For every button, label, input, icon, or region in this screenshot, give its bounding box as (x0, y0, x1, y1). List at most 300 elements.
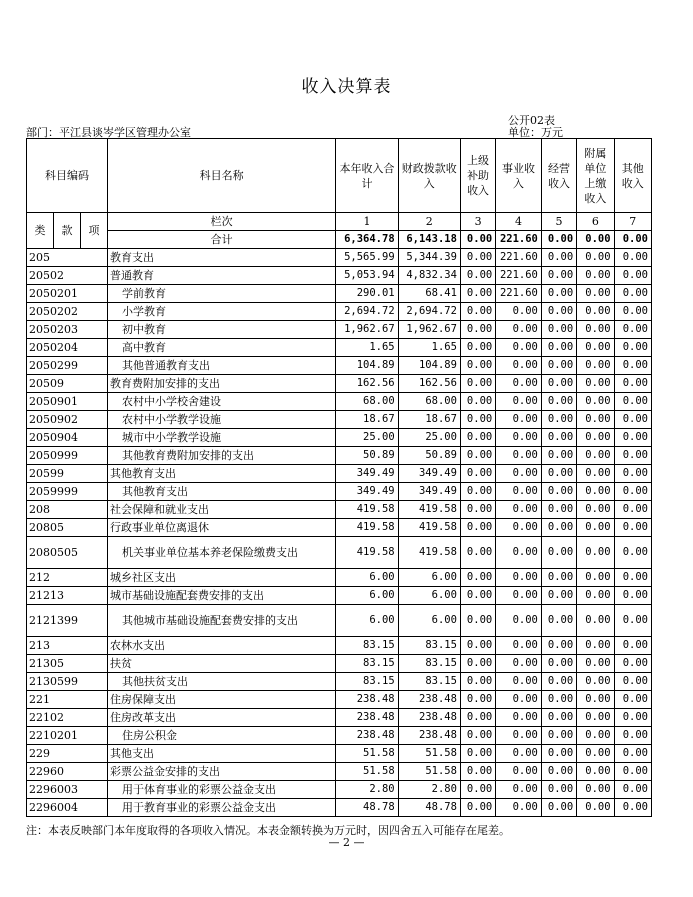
table-row (27, 799, 652, 817)
table-row (27, 465, 652, 483)
table-row (27, 637, 652, 655)
row-value: 0.00 (614, 303, 651, 321)
row-name: 城市基础设施配套费安排的支出 (107, 587, 335, 605)
row-code: 2050902 (27, 411, 108, 429)
footnote: 注：本表反映部门本年度取得的各项收入情况。本表金额转换为万元时，因四舍五入可能存在尾差。 (26, 824, 510, 837)
row-code: 2050999 (27, 447, 108, 465)
row-value: 2,694.72 (398, 303, 460, 321)
row-value: 0.00 (577, 727, 614, 745)
row-code: 208 (27, 501, 108, 519)
row-name: 社会保障和就业支出 (107, 501, 335, 519)
row-code: 2121399 (27, 605, 108, 637)
row-value: 0.00 (496, 763, 542, 781)
table-row (27, 691, 652, 709)
row-value: 48.78 (398, 799, 460, 817)
row-value: 1.65 (398, 339, 460, 357)
row-value: 0.00 (460, 799, 495, 817)
row-value: 0.00 (460, 781, 495, 799)
header-col7: 其他收入 (614, 139, 651, 213)
row-value: 51.58 (398, 745, 460, 763)
row-value: 0.00 (541, 501, 576, 519)
header-lei: 类 (27, 213, 54, 249)
row-value: 6.00 (336, 605, 398, 637)
table-row (27, 393, 652, 411)
row-value: 0.00 (577, 483, 614, 501)
table-row (27, 267, 652, 285)
row-value: 0.00 (614, 727, 651, 745)
row-value: 1.65 (336, 339, 398, 357)
row-value: 51.58 (336, 745, 398, 763)
row-value: 419.58 (336, 519, 398, 537)
row-value: 0.00 (541, 465, 576, 483)
row-value: 51.58 (398, 763, 460, 781)
row-value: 50.89 (398, 447, 460, 465)
row-value: 0.00 (460, 569, 495, 587)
row-value: 104.89 (336, 357, 398, 375)
table-row (27, 357, 652, 375)
row-value: 0.00 (577, 321, 614, 339)
row-value: 0.00 (496, 673, 542, 691)
row-code: 2050202 (27, 303, 108, 321)
row-value: 0.00 (460, 321, 495, 339)
header-col1: 本年收入合计 (336, 139, 398, 213)
row-value: 4,832.34 (398, 267, 460, 285)
row-code: 221 (27, 691, 108, 709)
row-value: 0.00 (496, 519, 542, 537)
row-value: 0.00 (614, 375, 651, 393)
row-code: 21213 (27, 587, 108, 605)
col-number: 6 (577, 213, 614, 231)
row-value: 0.00 (541, 605, 576, 637)
row-value: 0.00 (577, 411, 614, 429)
row-value: 221.60 (496, 249, 542, 267)
row-code: 2050203 (27, 321, 108, 339)
table-row (27, 781, 652, 799)
row-code: 20502 (27, 267, 108, 285)
row-value: 0.00 (614, 673, 651, 691)
row-value: 0.00 (460, 483, 495, 501)
row-value: 0.00 (541, 249, 576, 267)
table-row (27, 587, 652, 605)
row-value: 0.00 (541, 587, 576, 605)
row-code: 2050299 (27, 357, 108, 375)
row-name: 住房保障支出 (107, 691, 335, 709)
total-value: 6,143.18 (398, 231, 460, 249)
table-row (27, 483, 652, 501)
header-code: 科目编码 (27, 139, 108, 213)
row-value: 0.00 (460, 537, 495, 569)
row-value: 0.00 (460, 691, 495, 709)
row-value: 0.00 (496, 339, 542, 357)
row-value: 2.80 (398, 781, 460, 799)
row-value: 0.00 (460, 637, 495, 655)
row-value: 0.00 (577, 673, 614, 691)
row-value: 0.00 (541, 285, 576, 303)
row-value: 18.67 (398, 411, 460, 429)
row-value: 0.00 (541, 569, 576, 587)
row-value: 50.89 (336, 447, 398, 465)
row-value: 0.00 (496, 303, 542, 321)
row-value: 51.58 (336, 763, 398, 781)
row-name: 其他教育支出 (107, 465, 335, 483)
row-value: 0.00 (496, 799, 542, 817)
row-value: 0.00 (541, 519, 576, 537)
row-value: 0.00 (577, 763, 614, 781)
row-value: 0.00 (614, 691, 651, 709)
row-value: 0.00 (577, 447, 614, 465)
row-code: 229 (27, 745, 108, 763)
row-code: 22102 (27, 709, 108, 727)
header-name: 科目名称 (107, 139, 335, 213)
row-value: 0.00 (496, 483, 542, 501)
row-name: 扶贫 (107, 655, 335, 673)
row-value: 6.00 (336, 569, 398, 587)
row-value: 68.00 (398, 393, 460, 411)
row-value: 0.00 (460, 285, 495, 303)
row-value: 238.48 (336, 709, 398, 727)
row-value: 0.00 (577, 357, 614, 375)
row-value: 0.00 (577, 537, 614, 569)
row-code: 2210201 (27, 727, 108, 745)
header-lanci: 栏次 (107, 213, 335, 231)
page-title: 收入决算表 (301, 77, 392, 97)
row-value: 0.00 (460, 375, 495, 393)
row-value: 0.00 (496, 655, 542, 673)
table-row (27, 605, 652, 637)
row-value: 0.00 (577, 303, 614, 321)
row-value: 83.15 (336, 655, 398, 673)
row-value: 0.00 (541, 321, 576, 339)
row-value: 2.80 (336, 781, 398, 799)
row-value: 6.00 (398, 587, 460, 605)
row-name: 农村中小学校舍建设 (107, 393, 335, 411)
row-value: 419.58 (336, 537, 398, 569)
row-value: 6.00 (336, 587, 398, 605)
col-number: 1 (336, 213, 398, 231)
row-value: 83.15 (336, 637, 398, 655)
row-value: 290.01 (336, 285, 398, 303)
form-number: 公开02表 (508, 114, 555, 127)
row-value: 0.00 (460, 709, 495, 727)
row-value: 5,565.99 (336, 249, 398, 267)
row-value: 5,053.94 (336, 267, 398, 285)
row-name: 普通教育 (107, 267, 335, 285)
row-value: 0.00 (460, 605, 495, 637)
row-value: 6.00 (398, 569, 460, 587)
row-value: 0.00 (577, 781, 614, 799)
row-code: 2130599 (27, 673, 108, 691)
row-value: 238.48 (398, 727, 460, 745)
row-value: 419.58 (398, 537, 460, 569)
row-value: 68.00 (336, 393, 398, 411)
header-xiang: 项 (80, 213, 107, 249)
row-value: 221.60 (496, 267, 542, 285)
row-value: 0.00 (614, 745, 651, 763)
row-value: 0.00 (577, 691, 614, 709)
row-value: 0.00 (577, 655, 614, 673)
row-value: 0.00 (460, 339, 495, 357)
row-value: 0.00 (496, 357, 542, 375)
row-value: 0.00 (460, 745, 495, 763)
row-value: 0.00 (460, 519, 495, 537)
row-code: 2050901 (27, 393, 108, 411)
row-name: 城乡社区支出 (107, 569, 335, 587)
page-number: — 2 — (328, 836, 365, 849)
row-value: 0.00 (496, 691, 542, 709)
col-number: 7 (614, 213, 651, 231)
row-name: 高中教育 (107, 339, 335, 357)
col-number: 4 (496, 213, 542, 231)
header-col6: 附属单位上缴收入 (577, 139, 614, 213)
row-value: 0.00 (460, 727, 495, 745)
row-value: 0.00 (577, 393, 614, 411)
table-row (27, 303, 652, 321)
row-value: 0.00 (541, 393, 576, 411)
row-value: 0.00 (541, 781, 576, 799)
row-value: 0.00 (541, 691, 576, 709)
row-value: 0.00 (496, 411, 542, 429)
row-value: 419.58 (336, 501, 398, 519)
row-value: 0.00 (460, 673, 495, 691)
row-value: 0.00 (541, 447, 576, 465)
table-row (27, 727, 652, 745)
table-row (27, 745, 652, 763)
row-value: 0.00 (577, 605, 614, 637)
row-value: 0.00 (496, 501, 542, 519)
table-row (27, 447, 652, 465)
row-name: 小学教育 (107, 303, 335, 321)
row-name: 住房改革支出 (107, 709, 335, 727)
row-code: 2050904 (27, 429, 108, 447)
row-value: 0.00 (496, 447, 542, 465)
row-value: 0.00 (541, 411, 576, 429)
row-value: 0.00 (460, 267, 495, 285)
row-value: 1,962.67 (398, 321, 460, 339)
row-value: 221.60 (496, 285, 542, 303)
row-value: 0.00 (614, 339, 651, 357)
row-value: 238.48 (398, 709, 460, 727)
table-row (27, 429, 652, 447)
row-value: 0.00 (577, 375, 614, 393)
row-value: 349.49 (398, 483, 460, 501)
row-value: 0.00 (541, 357, 576, 375)
row-value: 0.00 (577, 745, 614, 763)
table-row (27, 501, 652, 519)
income-table (26, 138, 652, 817)
row-value: 0.00 (496, 393, 542, 411)
row-name: 住房公积金 (107, 727, 335, 745)
row-value: 0.00 (577, 339, 614, 357)
row-code: 205 (27, 249, 108, 267)
row-value: 349.49 (336, 483, 398, 501)
row-value: 18.67 (336, 411, 398, 429)
row-value: 0.00 (614, 569, 651, 587)
header-col2: 财政拨款收入 (398, 139, 460, 213)
row-value: 0.00 (541, 799, 576, 817)
col-number: 2 (398, 213, 460, 231)
row-value: 0.00 (577, 501, 614, 519)
row-value: 162.56 (398, 375, 460, 393)
row-code: 22960 (27, 763, 108, 781)
row-name: 用于教育事业的彩票公益金支出 (107, 799, 335, 817)
total-label: 合计 (107, 231, 335, 249)
row-value: 238.48 (398, 691, 460, 709)
row-value: 0.00 (496, 537, 542, 569)
row-value: 0.00 (577, 799, 614, 817)
row-value: 0.00 (614, 393, 651, 411)
row-value: 25.00 (398, 429, 460, 447)
row-value: 25.00 (336, 429, 398, 447)
row-value: 0.00 (577, 429, 614, 447)
row-value: 0.00 (496, 569, 542, 587)
row-value: 0.00 (614, 709, 651, 727)
row-value: 0.00 (460, 303, 495, 321)
col-number: 5 (541, 213, 576, 231)
row-value: 0.00 (614, 447, 651, 465)
row-name: 其他教育支出 (107, 483, 335, 501)
row-code: 2050201 (27, 285, 108, 303)
row-value: 0.00 (614, 637, 651, 655)
row-value: 0.00 (460, 447, 495, 465)
row-value: 0.00 (541, 429, 576, 447)
row-value: 0.00 (541, 673, 576, 691)
row-code: 2080505 (27, 537, 108, 569)
row-name: 彩票公益金安排的支出 (107, 763, 335, 781)
row-value: 0.00 (614, 483, 651, 501)
row-value: 0.00 (496, 745, 542, 763)
row-name: 教育费附加安排的支出 (107, 375, 335, 393)
row-value: 0.00 (460, 501, 495, 519)
row-value: 0.00 (614, 519, 651, 537)
row-value: 0.00 (577, 519, 614, 537)
row-value: 0.00 (614, 501, 651, 519)
row-name: 其他支出 (107, 745, 335, 763)
row-code: 2050204 (27, 339, 108, 357)
row-name: 其他扶贫支出 (107, 673, 335, 691)
unit-label: 单位：万元 (508, 126, 563, 139)
row-value: 0.00 (577, 285, 614, 303)
row-value: 0.00 (614, 267, 651, 285)
total-value: 6,364.78 (336, 231, 398, 249)
row-value: 0.00 (614, 465, 651, 483)
row-value: 2,694.72 (336, 303, 398, 321)
row-code: 213 (27, 637, 108, 655)
row-value: 0.00 (541, 483, 576, 501)
row-value: 0.00 (614, 799, 651, 817)
row-value: 0.00 (496, 781, 542, 799)
row-value: 238.48 (336, 691, 398, 709)
row-value: 0.00 (541, 267, 576, 285)
row-name: 学前教育 (107, 285, 335, 303)
row-value: 0.00 (541, 655, 576, 673)
row-value: 0.00 (614, 249, 651, 267)
table-row (27, 655, 652, 673)
total-value: 0.00 (460, 231, 495, 249)
row-value: 0.00 (614, 411, 651, 429)
row-value: 419.58 (398, 501, 460, 519)
row-value: 0.00 (614, 605, 651, 637)
row-value: 0.00 (496, 321, 542, 339)
row-name: 教育支出 (107, 249, 335, 267)
row-value: 0.00 (614, 763, 651, 781)
row-code: 20509 (27, 375, 108, 393)
row-value: 0.00 (496, 375, 542, 393)
row-value: 0.00 (541, 303, 576, 321)
row-value: 0.00 (496, 587, 542, 605)
row-value: 0.00 (541, 537, 576, 569)
row-value: 349.49 (398, 465, 460, 483)
row-name: 其他普通教育支出 (107, 357, 335, 375)
table-row (27, 537, 652, 569)
row-value: 68.41 (398, 285, 460, 303)
row-value: 0.00 (614, 781, 651, 799)
row-value: 0.00 (541, 339, 576, 357)
row-code: 20805 (27, 519, 108, 537)
row-name: 初中教育 (107, 321, 335, 339)
row-name: 城市中小学教学设施 (107, 429, 335, 447)
row-value: 83.15 (398, 637, 460, 655)
row-value: 83.15 (398, 655, 460, 673)
total-value: 0.00 (614, 231, 651, 249)
row-code: 21305 (27, 655, 108, 673)
row-value: 0.00 (460, 357, 495, 375)
header-col4: 事业收入 (496, 139, 542, 213)
row-value: 1,962.67 (336, 321, 398, 339)
table-row (27, 673, 652, 691)
row-value: 0.00 (577, 465, 614, 483)
row-value: 0.00 (541, 745, 576, 763)
table-row (27, 569, 652, 587)
row-value: 0.00 (541, 637, 576, 655)
row-value: 0.00 (460, 465, 495, 483)
row-value: 0.00 (614, 285, 651, 303)
row-value: 0.00 (614, 321, 651, 339)
header-kuan: 款 (53, 213, 80, 249)
row-value: 0.00 (577, 587, 614, 605)
row-value: 0.00 (460, 763, 495, 781)
row-name: 用于体育事业的彩票公益金支出 (107, 781, 335, 799)
row-name: 农村中小学教学设施 (107, 411, 335, 429)
header-col5: 经营收入 (541, 139, 576, 213)
row-value: 0.00 (460, 655, 495, 673)
row-value: 5,344.39 (398, 249, 460, 267)
row-value: 0.00 (496, 465, 542, 483)
row-name: 农林水支出 (107, 637, 335, 655)
row-name: 其他城市基础设施配套费安排的支出 (107, 605, 335, 637)
row-value: 0.00 (577, 267, 614, 285)
row-value: 238.48 (336, 727, 398, 745)
table-row (27, 249, 652, 267)
row-value: 0.00 (460, 429, 495, 447)
row-value: 0.00 (460, 587, 495, 605)
row-value: 0.00 (541, 375, 576, 393)
row-value: 0.00 (496, 429, 542, 447)
table-row (27, 339, 652, 357)
table-row (27, 375, 652, 393)
row-value: 0.00 (614, 429, 651, 447)
row-value: 0.00 (496, 637, 542, 655)
row-value: 0.00 (496, 709, 542, 727)
row-value: 0.00 (460, 411, 495, 429)
row-value: 83.15 (336, 673, 398, 691)
row-value: 0.00 (577, 569, 614, 587)
row-name: 行政事业单位离退休 (107, 519, 335, 537)
table-row (27, 411, 652, 429)
row-value: 0.00 (541, 709, 576, 727)
row-name: 机关事业单位基本养老保险缴费支出 (107, 537, 335, 569)
row-value: 0.00 (577, 249, 614, 267)
row-value: 0.00 (496, 727, 542, 745)
